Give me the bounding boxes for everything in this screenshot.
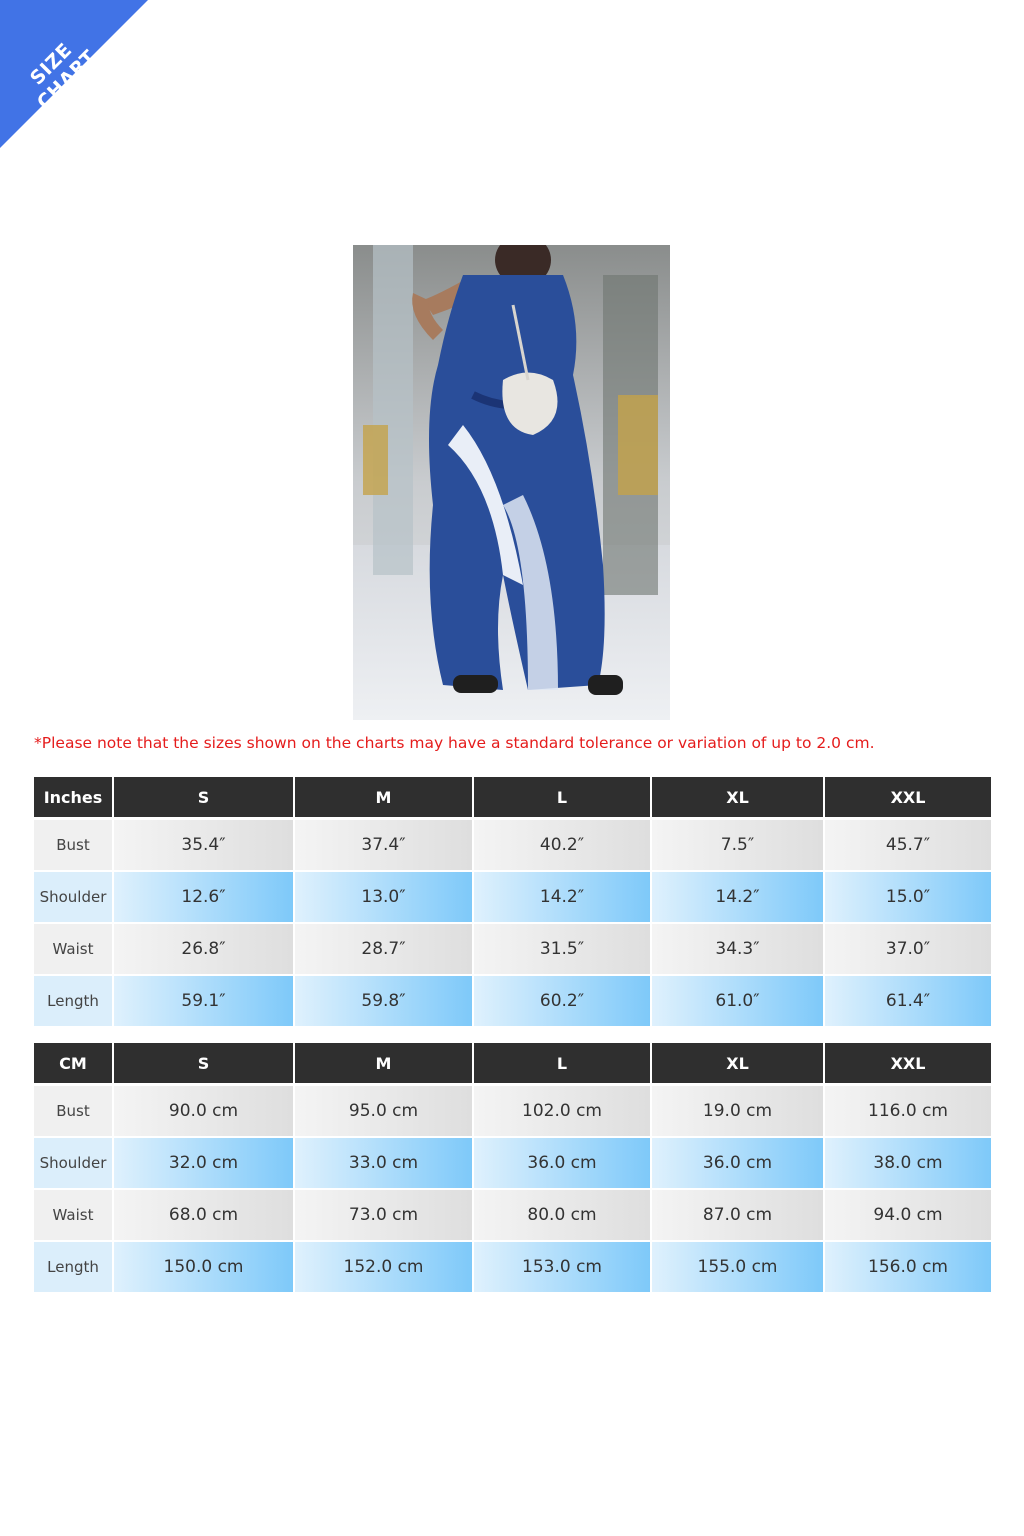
table-cell: 155.0 cm (652, 1242, 825, 1294)
table-header-row (34, 777, 991, 820)
table-cell: 87.0 cm (652, 1190, 825, 1242)
table-cell: 80.0 cm (474, 1190, 652, 1242)
row-label: Bust (34, 1086, 114, 1138)
table-cell: 26.8″ (114, 924, 295, 976)
product-photo-model-icon (353, 245, 670, 720)
table-cell: 13.0″ (295, 872, 474, 924)
size-chart-badge (0, 0, 150, 150)
table-row (34, 1190, 991, 1242)
unit-header: Inches (34, 777, 114, 820)
size-header: XL (652, 1043, 825, 1086)
size-header: S (114, 1043, 295, 1086)
row-label: Length (34, 1242, 114, 1294)
table-cell: 156.0 cm (825, 1242, 991, 1294)
table-cell: 61.4″ (825, 976, 991, 1028)
table-cell: 61.0″ (652, 976, 825, 1028)
table-cell: 34.3″ (652, 924, 825, 976)
table-cell: 102.0 cm (474, 1086, 652, 1138)
size-header: L (474, 777, 652, 820)
table-cell: 94.0 cm (825, 1190, 991, 1242)
table-cell: 90.0 cm (114, 1086, 295, 1138)
table-cell: 68.0 cm (114, 1190, 295, 1242)
table-cell: 45.7″ (825, 820, 991, 872)
table-cell: 59.8″ (295, 976, 474, 1028)
inches-size-table (34, 777, 991, 1028)
row-label: Shoulder (34, 1138, 114, 1190)
table-cell: 36.0 cm (652, 1138, 825, 1190)
table-cell: 38.0 cm (825, 1138, 991, 1190)
unit-header: CM (34, 1043, 114, 1086)
badge-label: SIZE CHART (25, 38, 101, 114)
table-cell: 35.4″ (114, 820, 295, 872)
table-cell: 73.0 cm (295, 1190, 474, 1242)
table-cell: 33.0 cm (295, 1138, 474, 1190)
table-cell: 12.6″ (114, 872, 295, 924)
table-cell: 59.1″ (114, 976, 295, 1028)
table-cell: 36.0 cm (474, 1138, 652, 1190)
table-cell: 31.5″ (474, 924, 652, 976)
table-cell: 28.7″ (295, 924, 474, 976)
table-cell: 150.0 cm (114, 1242, 295, 1294)
product-photo (353, 245, 670, 720)
size-header: XXL (825, 777, 991, 820)
table-cell: 7.5″ (652, 820, 825, 872)
table-cell: 15.0″ (825, 872, 991, 924)
table-cell: 14.2″ (652, 872, 825, 924)
row-label: Bust (34, 820, 114, 872)
tolerance-note: *Please note that the sizes shown on the charts may have a standard tolerance or variation of up to 2.0 cm. (34, 734, 875, 752)
table-cell: 95.0 cm (295, 1086, 474, 1138)
table-cell: 37.0″ (825, 924, 991, 976)
size-header: XL (652, 777, 825, 820)
row-label: Length (34, 976, 114, 1028)
table-cell: 37.4″ (295, 820, 474, 872)
table-cell: 40.2″ (474, 820, 652, 872)
cm-size-table (34, 1043, 991, 1294)
table-cell: 116.0 cm (825, 1086, 991, 1138)
table-cell: 153.0 cm (474, 1242, 652, 1294)
table-row (34, 1086, 991, 1138)
size-header: M (295, 1043, 474, 1086)
table-row (34, 1242, 991, 1294)
row-label: Waist (34, 924, 114, 976)
size-header: M (295, 777, 474, 820)
table-cell: 14.2″ (474, 872, 652, 924)
table-cell: 19.0 cm (652, 1086, 825, 1138)
table-cell: 32.0 cm (114, 1138, 295, 1190)
table-header-row (34, 1043, 991, 1086)
table-cell: 152.0 cm (295, 1242, 474, 1294)
table-row (34, 1138, 991, 1190)
size-header: L (474, 1043, 652, 1086)
row-label: Waist (34, 1190, 114, 1242)
size-header: XXL (825, 1043, 991, 1086)
table-row (34, 872, 991, 924)
table-row (34, 976, 991, 1028)
table-row (34, 820, 991, 872)
table-row (34, 924, 991, 976)
row-label: Shoulder (34, 872, 114, 924)
table-cell: 60.2″ (474, 976, 652, 1028)
size-header: S (114, 777, 295, 820)
